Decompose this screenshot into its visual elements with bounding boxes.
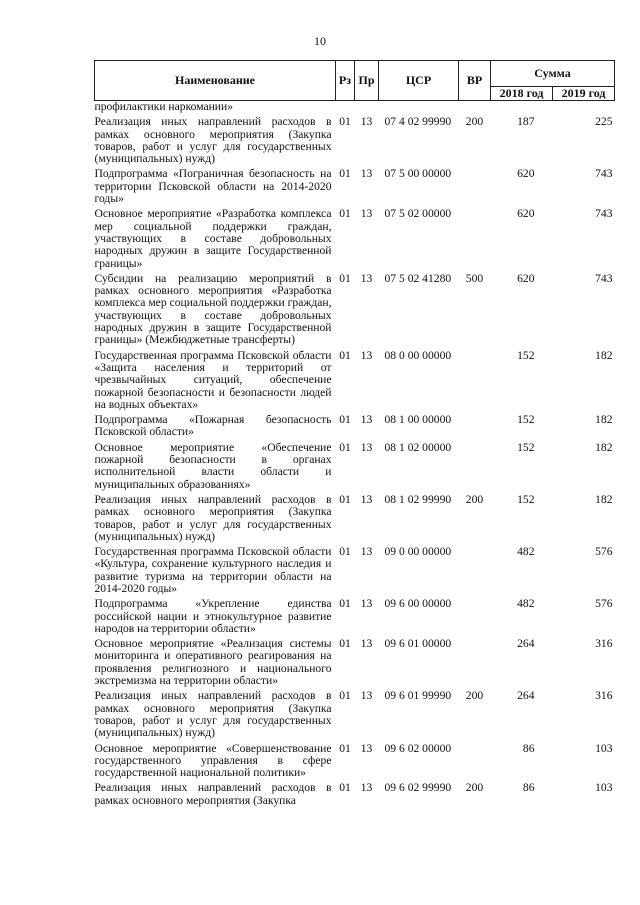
cell-csr: 09 6 01 99990 xyxy=(384,689,452,703)
table-row xyxy=(95,690,615,742)
cell-pr: 13 xyxy=(360,348,373,362)
cell-pr: 13 xyxy=(360,637,373,651)
table-row xyxy=(95,743,615,783)
cell-csr: 09 6 00 00000 xyxy=(384,597,452,611)
cell-name: Реализация иных направлений расходов в рамках основного мероприятия (Закупка товаров, работ и услуг для государственных (муниципальных) нужд) xyxy=(94,115,332,166)
cell-vr xyxy=(459,208,491,272)
cell-s2019: 225 xyxy=(595,115,613,129)
budget-table xyxy=(94,60,615,810)
cell-name: Государственная программа Псковской области «Культура, сохранение культурного наследия и развитие туризма на территории области на 2014-2020 годы» xyxy=(94,545,332,595)
cell-pr: 13 xyxy=(360,207,373,221)
cell-rz: 01 xyxy=(339,115,351,129)
cell-csr: 07 5 02 00000 xyxy=(384,207,452,221)
cell-pr: 13 xyxy=(360,689,373,703)
cell-vr xyxy=(459,638,491,690)
table-row xyxy=(95,101,615,117)
cell-name: Государственная программа Псковской области «Защита населения и территорий от чрезвычайных ситуаций, обеспечение пожарной безопасности и безопасности людей на водных объектах» xyxy=(94,348,332,411)
header-pr: Пр xyxy=(355,61,379,101)
header-year-2019: 2019 год xyxy=(553,87,615,101)
header-vr: ВР xyxy=(459,61,491,101)
cell-pr: 13 xyxy=(360,440,373,454)
cell-name: профилактики наркомании» xyxy=(94,100,234,113)
cell-rz: 01 xyxy=(339,545,351,559)
cell-vr xyxy=(459,168,491,208)
cell-rz: 01 xyxy=(339,741,351,755)
cell-s2019: 743 xyxy=(595,207,613,221)
table-row xyxy=(95,350,615,414)
cell-vr xyxy=(459,350,491,414)
cell-name: Основное мероприятие «Реализация системы мониторинга и оперативного реагирования на проявления религиозного и национального экстремизма на территории области» xyxy=(94,637,332,688)
cell-vr xyxy=(459,546,491,598)
table-row xyxy=(95,442,615,494)
table-row xyxy=(95,598,615,638)
cell-s2018: 264 xyxy=(517,689,535,703)
cell-pr: 13 xyxy=(360,413,373,427)
cell-s2019: 182 xyxy=(595,440,613,454)
cell-csr: 08 1 02 99990 xyxy=(384,492,452,506)
header-csr: ЦСР xyxy=(379,61,459,101)
cell-csr: 08 0 00 00000 xyxy=(384,348,452,362)
cell-s2019: 103 xyxy=(595,781,613,795)
table-row xyxy=(95,494,615,546)
cell-s2018: 152 xyxy=(517,440,535,454)
cell-pr: 13 xyxy=(360,492,373,506)
cell-vr xyxy=(459,743,491,783)
cell-rz: 01 xyxy=(339,689,351,703)
cell-name: Субсидии на реализацию мероприятий в рамках основного мероприятия «Разработка комплекса мер социальной поддержки граждан, участвующих в составе добровольных народных дружин в защите Государственной границы» (Межбюджетные трансферты) xyxy=(94,271,332,347)
cell-s2019: 103 xyxy=(595,741,613,755)
table-row xyxy=(95,546,615,598)
header-year-2018: 2018 год xyxy=(491,87,553,101)
cell-pr: 13 xyxy=(360,115,373,129)
cell-s2019: 182 xyxy=(595,413,613,427)
cell-rz: 01 xyxy=(339,637,351,651)
cell-csr: 09 0 00 00000 xyxy=(384,545,452,559)
cell-rz: 01 xyxy=(339,271,351,285)
cell-pr: 13 xyxy=(360,597,373,611)
cell-vr xyxy=(459,598,491,638)
cell-csr: 08 1 02 00000 xyxy=(384,440,452,454)
cell-name: Основное мероприятие «Совершенствование государственного управления в сфере государственной национальной политики» xyxy=(94,741,332,780)
cell-s2018: 86 xyxy=(522,781,535,795)
cell-pr: 13 xyxy=(360,545,373,559)
cell-s2019: 743 xyxy=(595,167,613,181)
table-row xyxy=(95,782,615,810)
cell-rz: 01 xyxy=(339,207,351,221)
cell-vr: 200 xyxy=(465,492,484,506)
cell-s2019: 743 xyxy=(595,271,613,285)
cell-vr: 200 xyxy=(465,781,484,795)
table-body xyxy=(95,101,615,811)
cell-pr: 13 xyxy=(360,271,373,285)
table-row xyxy=(95,638,615,690)
cell-s2018: 620 xyxy=(517,207,535,221)
cell-name: Реализация иных направлений расходов в рамках основного мероприятия (Закупка xyxy=(94,781,332,807)
cell-name: Реализация иных направлений расходов в рамках основного мероприятия (Закупка товаров, работ и услуг для государственных (муниципальных) нужд) xyxy=(94,689,332,740)
cell-pr: 13 xyxy=(360,167,373,181)
cell-s2019: 576 xyxy=(595,545,613,559)
cell-rz: 01 xyxy=(339,492,351,506)
cell-s2018: 152 xyxy=(517,348,535,362)
cell-s2018: 264 xyxy=(517,637,535,651)
cell-name: Реализация иных направлений расходов в рамках основного мероприятия (Закупка товаров, работ и услуг для государственных (муниципальных) нужд) xyxy=(94,492,332,543)
cell-s2018: 620 xyxy=(517,167,535,181)
cell-vr xyxy=(459,414,491,442)
cell-rz: 01 xyxy=(339,167,351,181)
cell-csr: 07 5 00 00000 xyxy=(384,167,452,181)
cell-s2018: 187 xyxy=(517,115,535,129)
cell-rz: 01 xyxy=(339,781,351,795)
cell-csr: 07 4 02 99990 xyxy=(384,115,452,129)
cell-vr: 500 xyxy=(465,271,484,285)
cell-s2019: 316 xyxy=(595,689,613,703)
cell-s2018: 482 xyxy=(517,597,535,611)
cell-csr: 09 6 02 99990 xyxy=(384,781,452,795)
cell-rz: 01 xyxy=(339,413,351,427)
cell-s2019: 182 xyxy=(595,348,613,362)
table-row xyxy=(95,116,615,168)
cell-name: Подпрограмма «Укрепление единства российской нации и этнокультурное развитие народов на территории области» xyxy=(94,597,332,635)
header-name: Наименование xyxy=(95,61,336,101)
cell-s2019: 576 xyxy=(595,597,613,611)
cell-s2018 xyxy=(491,101,553,117)
header-rz: Рз xyxy=(336,61,355,101)
cell-csr: 08 1 00 00000 xyxy=(384,413,452,427)
table-row xyxy=(95,414,615,442)
cell-name: Основное мероприятие «Разработка комплекса мер социальной поддержки граждан, участвующих в составе добровольных народных дружин в защите Государственной границы» xyxy=(94,207,332,270)
cell-s2019: 316 xyxy=(595,637,613,651)
table-row xyxy=(95,273,615,350)
header-sum: Сумма xyxy=(491,61,615,87)
cell-rz: 01 xyxy=(339,348,351,362)
cell-rz xyxy=(336,101,355,117)
cell-vr: 200 xyxy=(465,689,484,703)
cell-s2019 xyxy=(553,101,615,117)
page-number: 10 xyxy=(314,34,326,48)
cell-vr xyxy=(459,101,491,117)
table-row xyxy=(95,168,615,208)
cell-s2019: 182 xyxy=(595,492,613,506)
cell-csr: 07 5 02 41280 xyxy=(384,271,452,285)
cell-s2018: 152 xyxy=(517,492,535,506)
cell-vr xyxy=(459,442,491,494)
cell-s2018: 152 xyxy=(517,413,535,427)
cell-s2018: 620 xyxy=(517,271,535,285)
cell-rz: 01 xyxy=(339,597,351,611)
cell-csr: 09 6 01 00000 xyxy=(384,637,452,651)
cell-pr xyxy=(355,101,379,117)
cell-s2018: 86 xyxy=(522,741,535,755)
table-row xyxy=(95,208,615,272)
cell-name: Подпрограмма «Пограничная безопасность на территории Псковской области на 2014-2020 годы» xyxy=(94,167,332,206)
cell-csr: 09 6 02 00000 xyxy=(384,741,452,755)
cell-pr: 13 xyxy=(360,741,373,755)
cell-csr xyxy=(379,101,459,117)
cell-rz: 01 xyxy=(339,440,351,454)
cell-name: Основное мероприятие «Обеспечение пожарной безопасности в органах исполнительной власти области и муниципальных образованиях» xyxy=(94,440,332,491)
cell-s2018: 482 xyxy=(517,545,535,559)
cell-pr: 13 xyxy=(360,781,373,795)
cell-name: Подпрограмма «Пожарная безопасность Псковской области» xyxy=(94,413,332,439)
cell-vr: 200 xyxy=(465,115,484,129)
